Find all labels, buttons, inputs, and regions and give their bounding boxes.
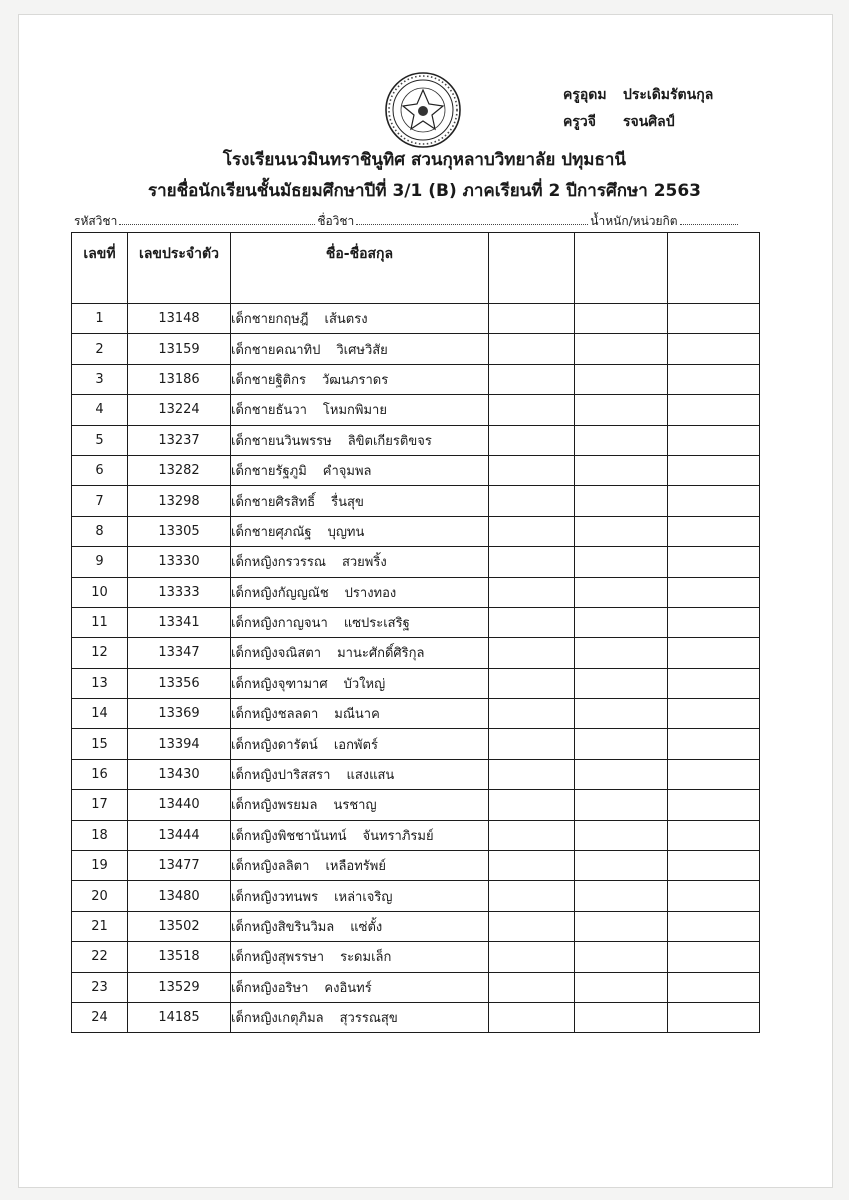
row-first-name: เด็กหญิงกัญญณัช [231, 585, 329, 601]
row-blank-3[interactable] [668, 547, 760, 577]
row-student-id: 13502 [128, 911, 231, 941]
row-blank-1[interactable] [489, 638, 575, 668]
row-first-name: เด็กชายนวินพรรษ [231, 433, 332, 449]
row-blank-2[interactable] [575, 851, 668, 881]
table-row [72, 699, 760, 729]
row-student-id: 13148 [128, 304, 231, 334]
row-student-id: 13237 [128, 425, 231, 455]
teacher-last-name: รจนศิลป์ [623, 114, 675, 130]
row-full-name [231, 1002, 489, 1032]
row-student-id: 13440 [128, 790, 231, 820]
row-student-id: 13369 [128, 699, 231, 729]
row-blank-3[interactable] [668, 790, 760, 820]
row-full-name [231, 364, 489, 394]
row-student-id: 13224 [128, 395, 231, 425]
row-blank-2[interactable] [575, 699, 668, 729]
credit-label: น้ำหนัก/หน่วยกิต [590, 214, 678, 228]
table-row [72, 790, 760, 820]
row-blank-2[interactable] [575, 395, 668, 425]
row-first-name: เด็กหญิงอริษา [231, 980, 309, 996]
row-blank-3[interactable] [668, 911, 760, 941]
row-full-name [231, 516, 489, 546]
table-row [72, 304, 760, 334]
row-number: 17 [72, 790, 128, 820]
table-body [72, 304, 760, 1033]
row-blank-2[interactable] [575, 486, 668, 516]
teacher-list [563, 82, 713, 136]
row-blank-2[interactable] [575, 942, 668, 972]
teacher-1 [563, 82, 713, 109]
subject-name-label: ชื่อวิชา [317, 214, 355, 228]
row-number: 24 [72, 1002, 128, 1032]
row-blank-1[interactable] [489, 547, 575, 577]
row-number: 7 [72, 486, 128, 516]
row-full-name [231, 638, 489, 668]
row-full-name [231, 395, 489, 425]
table-row [72, 729, 760, 759]
row-student-id: 13356 [128, 668, 231, 698]
table-row [72, 607, 760, 637]
row-blank-2[interactable] [575, 911, 668, 941]
row-full-name [231, 911, 489, 941]
header-blank-3 [668, 233, 760, 304]
row-full-name [231, 881, 489, 911]
row-blank-2[interactable] [575, 304, 668, 334]
row-blank-2[interactable] [575, 729, 668, 759]
row-number: 2 [72, 334, 128, 364]
row-number: 5 [72, 425, 128, 455]
row-last-name: วิเศษวิสัย [336, 342, 388, 358]
row-full-name [231, 790, 489, 820]
row-student-id: 13330 [128, 547, 231, 577]
table-row [72, 638, 760, 668]
row-blank-1[interactable] [489, 425, 575, 455]
row-blank-2[interactable] [575, 881, 668, 911]
row-last-name: แซ่ตั้ง [350, 920, 383, 935]
row-student-id: 13305 [128, 516, 231, 546]
row-blank-1[interactable] [489, 972, 575, 1002]
row-student-id: 13529 [128, 972, 231, 1002]
subject-code-blank [119, 212, 315, 225]
row-first-name: เด็กหญิงดารัตน์ [231, 737, 318, 753]
row-blank-3[interactable] [668, 881, 760, 911]
row-number: 18 [72, 820, 128, 850]
row-blank-1[interactable] [489, 881, 575, 911]
row-blank-1[interactable] [489, 577, 575, 607]
row-blank-3[interactable] [668, 607, 760, 637]
row-full-name [231, 972, 489, 1002]
list-title: รายชื่อนักเรียนชั้นมัธยมศึกษาปีที่ 3/1 (B) ภาคเรียนที่ 2 ปีการศึกษา 2563 [147, 181, 702, 201]
row-blank-3[interactable] [668, 972, 760, 1002]
row-blank-1[interactable] [489, 668, 575, 698]
row-blank-2[interactable] [575, 334, 668, 364]
row-last-name: สุวรรณสุข [339, 1011, 398, 1027]
row-full-name [231, 425, 489, 455]
row-number: 19 [72, 851, 128, 881]
table-row [72, 395, 760, 425]
student-table [71, 232, 760, 1033]
table-row [72, 881, 760, 911]
row-blank-3[interactable] [668, 851, 760, 881]
table-row [72, 364, 760, 394]
header-full-name: ชื่อ-ชื่อสกุล [231, 233, 489, 304]
row-number: 12 [72, 638, 128, 668]
row-blank-1[interactable] [489, 395, 575, 425]
row-blank-1[interactable] [489, 304, 575, 334]
row-blank-1[interactable] [489, 699, 575, 729]
row-last-name: บัวใหญ่ [343, 676, 386, 692]
header-student-id: เลขประจำตัว [128, 233, 231, 304]
row-number: 4 [72, 395, 128, 425]
row-blank-1[interactable] [489, 942, 575, 972]
row-full-name [231, 759, 489, 789]
row-number: 23 [72, 972, 128, 1002]
row-blank-1[interactable] [489, 851, 575, 881]
row-blank-3[interactable] [668, 942, 760, 972]
row-blank-2[interactable] [575, 516, 668, 546]
row-full-name [231, 334, 489, 364]
table-row [72, 1002, 760, 1032]
row-last-name: ปรางทอง [344, 585, 397, 601]
row-blank-3[interactable] [668, 729, 760, 759]
row-last-name: โหมกพิมาย [322, 403, 387, 419]
row-number: 3 [72, 364, 128, 394]
row-full-name [231, 577, 489, 607]
row-student-id: 13282 [128, 455, 231, 485]
row-first-name: เด็กหญิงปาริสสรา [231, 768, 331, 784]
row-last-name: เหล่าเจริญ [334, 889, 393, 905]
row-blank-2[interactable] [575, 547, 668, 577]
row-last-name: รื่นสุข [331, 494, 364, 510]
subject-fields [74, 212, 740, 231]
row-blank-3[interactable] [668, 395, 760, 425]
row-blank-1[interactable] [489, 911, 575, 941]
row-last-name: มณีนาค [334, 707, 380, 723]
row-first-name: เด็กหญิงกรวรรณ [231, 555, 326, 571]
table-header-row [72, 233, 760, 304]
row-blank-3[interactable] [668, 425, 760, 455]
row-number: 8 [72, 516, 128, 546]
row-full-name [231, 851, 489, 881]
row-last-name: มานะศักดิ์ศิริกุล [337, 646, 425, 662]
row-blank-3[interactable] [668, 759, 760, 789]
row-student-id: 13477 [128, 851, 231, 881]
table-row [72, 455, 760, 485]
row-full-name [231, 668, 489, 698]
row-blank-2[interactable] [575, 638, 668, 668]
row-first-name: เด็กหญิงจณิสตา [231, 646, 322, 662]
row-blank-2[interactable] [575, 455, 668, 485]
row-full-name [231, 607, 489, 637]
row-blank-1[interactable] [489, 607, 575, 637]
table-row [72, 516, 760, 546]
row-blank-3[interactable] [668, 364, 760, 394]
row-first-name: เด็กชายกฤษฎี [231, 312, 309, 328]
row-full-name [231, 820, 489, 850]
row-first-name: เด็กหญิงเกตุภิมล [231, 1011, 324, 1027]
subject-name-blank [356, 212, 588, 225]
row-student-id: 14185 [128, 1002, 231, 1032]
row-first-name: เด็กหญิงพิชชานันทน์ [231, 828, 347, 844]
row-student-id: 13298 [128, 486, 231, 516]
row-blank-3[interactable] [668, 486, 760, 516]
row-first-name: เด็กหญิงลลิตา [231, 859, 310, 875]
row-student-id: 13444 [128, 820, 231, 850]
row-number: 13 [72, 668, 128, 698]
table-row [72, 486, 760, 516]
teacher-2 [563, 109, 713, 136]
row-blank-1[interactable] [489, 729, 575, 759]
row-first-name: เด็กหญิงจุฑามาศ [231, 676, 328, 692]
row-last-name: บุญทน [327, 524, 365, 540]
row-last-name: คำจุมพล [322, 464, 372, 480]
row-first-name: เด็กชายศิรสิทธิ์ [231, 494, 316, 510]
row-first-name: เด็กหญิงสิขรินวิมล [231, 920, 335, 935]
row-number: 10 [72, 577, 128, 607]
row-blank-1[interactable] [489, 455, 575, 485]
row-full-name [231, 699, 489, 729]
row-blank-2[interactable] [575, 607, 668, 637]
row-blank-2[interactable] [575, 425, 668, 455]
row-blank-3[interactable] [668, 1002, 760, 1032]
row-student-id: 13186 [128, 364, 231, 394]
row-first-name: เด็กชายธันวา [231, 403, 307, 419]
row-number: 22 [72, 942, 128, 972]
row-last-name: เส้นตรง [324, 312, 368, 328]
row-last-name: เหลือทรัพย์ [325, 859, 386, 875]
header-number: เลขที่ [72, 233, 128, 304]
row-last-name: นรชาญ [333, 798, 377, 814]
header-blank-1 [489, 233, 575, 304]
row-first-name: เด็กชายฐิติกร [231, 372, 306, 388]
table-row [72, 911, 760, 941]
row-blank-2[interactable] [575, 759, 668, 789]
row-student-id: 13480 [128, 881, 231, 911]
row-first-name: เด็กหญิงพรยมล [231, 798, 318, 814]
row-blank-3[interactable] [668, 455, 760, 485]
row-blank-3[interactable] [668, 516, 760, 546]
table-row [72, 577, 760, 607]
row-last-name: จันทราภิรมย์ [362, 828, 434, 844]
row-number: 16 [72, 759, 128, 789]
row-number: 6 [72, 455, 128, 485]
credit-blank [680, 212, 738, 225]
table-row [72, 851, 760, 881]
row-last-name: วัฒนภราดร [321, 372, 389, 388]
row-blank-1[interactable] [489, 486, 575, 516]
row-blank-2[interactable] [575, 364, 668, 394]
row-student-id: 13347 [128, 638, 231, 668]
row-last-name: แสงแสน [346, 768, 395, 784]
row-blank-1[interactable] [489, 820, 575, 850]
row-blank-2[interactable] [575, 972, 668, 1002]
teacher-last-name: ประเดิมรัตนกุล [623, 87, 714, 103]
row-blank-3[interactable] [668, 638, 760, 668]
row-number: 14 [72, 699, 128, 729]
row-blank-3[interactable] [668, 699, 760, 729]
row-blank-1[interactable] [489, 364, 575, 394]
school-title: โรงเรียนนวมินทราชินูทิศ สวนกุหลาบวิทยาลัย ปทุมธานี [222, 150, 627, 170]
table-row [72, 334, 760, 364]
row-last-name: ลิขิตเกียรติขจร [347, 433, 432, 449]
row-blank-2[interactable] [575, 668, 668, 698]
row-last-name: แซประเสริฐ [343, 616, 410, 632]
row-blank-3[interactable] [668, 577, 760, 607]
row-student-id: 13159 [128, 334, 231, 364]
teacher-first-name: ครูวจี [563, 114, 596, 130]
row-blank-3[interactable] [668, 668, 760, 698]
row-last-name: เอกพัตร์ [333, 737, 378, 753]
row-student-id: 13518 [128, 942, 231, 972]
table-row [72, 425, 760, 455]
table-row [72, 820, 760, 850]
table-row [72, 759, 760, 789]
row-first-name: เด็กหญิงสุพรรษา [231, 950, 325, 966]
row-blank-2[interactable] [575, 790, 668, 820]
table-row [72, 942, 760, 972]
subject-code-label: รหัสวิชา [74, 214, 118, 228]
teacher-first-name: ครูอุดม [563, 87, 607, 103]
row-full-name [231, 729, 489, 759]
row-blank-3[interactable] [668, 334, 760, 364]
header-blank-2 [575, 233, 668, 304]
row-number: 15 [72, 729, 128, 759]
row-blank-1[interactable] [489, 1002, 575, 1032]
row-blank-2[interactable] [575, 577, 668, 607]
table-row [72, 972, 760, 1002]
table-row [72, 547, 760, 577]
row-first-name: เด็กชายรัฐภูมิ [231, 464, 307, 480]
row-number: 1 [72, 304, 128, 334]
school-seal-icon [383, 70, 463, 150]
row-blank-2[interactable] [575, 1002, 668, 1032]
row-blank-3[interactable] [668, 304, 760, 334]
row-student-id: 13394 [128, 729, 231, 759]
row-blank-3[interactable] [668, 820, 760, 850]
row-student-id: 13341 [128, 607, 231, 637]
row-number: 9 [72, 547, 128, 577]
row-number: 11 [72, 607, 128, 637]
row-last-name: สวยพริ้ง [341, 555, 387, 571]
row-blank-1[interactable] [489, 334, 575, 364]
row-full-name [231, 304, 489, 334]
row-full-name [231, 547, 489, 577]
row-student-id: 13333 [128, 577, 231, 607]
row-blank-1[interactable] [489, 790, 575, 820]
row-last-name: ระดมเล็ก [340, 950, 392, 966]
row-blank-1[interactable] [489, 759, 575, 789]
row-number: 20 [72, 881, 128, 911]
row-blank-2[interactable] [575, 820, 668, 850]
row-number: 21 [72, 911, 128, 941]
row-student-id: 13430 [128, 759, 231, 789]
row-first-name: เด็กหญิงกาญจนา [231, 616, 328, 632]
row-blank-1[interactable] [489, 516, 575, 546]
row-first-name: เด็กชายคณาทิป [231, 342, 321, 358]
row-full-name [231, 486, 489, 516]
row-first-name: เด็กชายศุภณัฐ [231, 524, 312, 540]
table-row [72, 668, 760, 698]
row-first-name: เด็กหญิงชลลดา [231, 707, 319, 723]
row-last-name: คงอินทร์ [324, 980, 372, 996]
row-full-name [231, 455, 489, 485]
row-full-name [231, 942, 489, 972]
row-first-name: เด็กหญิงวทนพร [231, 889, 319, 905]
